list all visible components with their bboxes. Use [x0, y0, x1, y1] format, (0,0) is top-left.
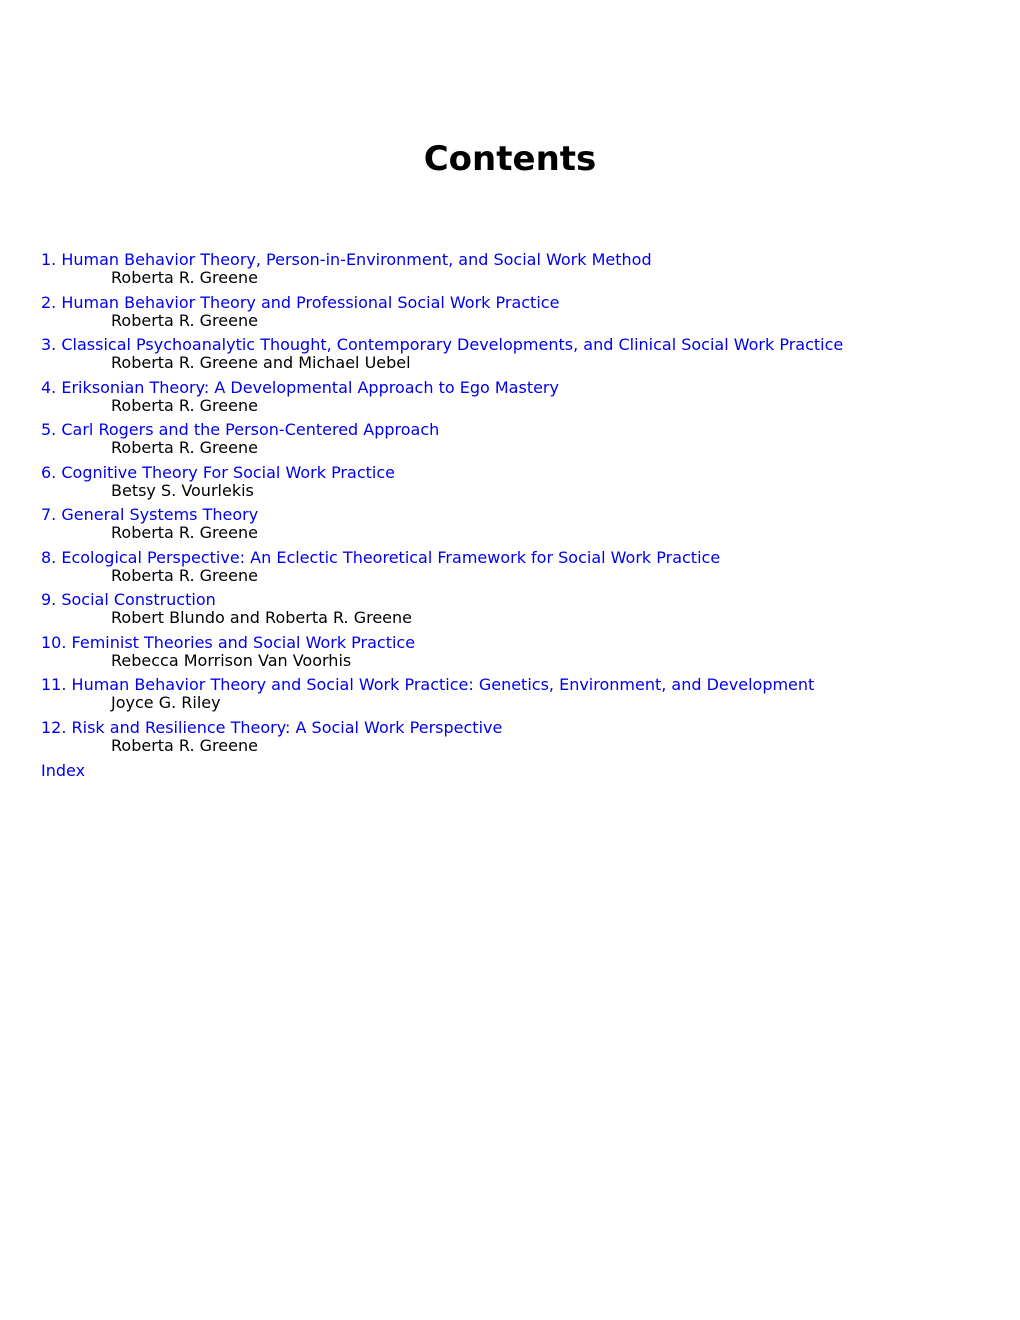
chapter-link[interactable]: 12. Risk and Resilience Theory: A Social Work Perspective: [41, 717, 503, 737]
chapter-author: Joyce G. Riley: [111, 693, 221, 712]
toc-entry: [41, 251, 1001, 294]
chapter-author: Roberta R. Greene: [111, 523, 258, 542]
toc-entry: [41, 506, 1001, 549]
toc-entry: [41, 719, 1001, 762]
toc-entry: [41, 421, 1001, 464]
toc-entry: [41, 549, 1001, 592]
chapter-author: Betsy S. Vourlekis: [111, 480, 254, 500]
chapter-link[interactable]: 6. Cognitive Theory For Social Work Practice: [41, 462, 395, 482]
chapter-author: Roberta R. Greene: [111, 310, 258, 330]
chapter-link[interactable]: 8. Ecological Perspective: An Eclectic Theoretical Framework for Social Work Practice: [41, 547, 721, 567]
chapter-author: Roberta R. Greene: [111, 395, 258, 415]
page-title: Contents: [423, 139, 597, 179]
chapter-link[interactable]: 1. Human Behavior Theory, Person-in-Environment, and Social Work Method: [41, 250, 652, 269]
chapter-link[interactable]: 11. Human Behavior Theory and Social Work Practice: Genetics, Environment, and Development: [41, 675, 815, 694]
chapter-link[interactable]: 5. Carl Rogers and the Person-Centered Approach: [41, 420, 440, 439]
toc-entry: [41, 676, 1001, 719]
chapter-author: Roberta R. Greene and Michael Uebel: [111, 353, 411, 372]
chapter-link[interactable]: 3. Classical Psychoanalytic Thought, Contemporary Developments, and Clinical Social Work Practice: [41, 335, 844, 354]
toc-entry: [41, 634, 1001, 677]
toc-entry: [41, 336, 1001, 379]
chapter-author: Roberta R. Greene: [111, 735, 258, 755]
toc-entry: [41, 464, 1001, 507]
chapter-author: Robert Blundo and Roberta R. Greene: [111, 608, 412, 627]
table-of-contents: [41, 251, 1001, 780]
chapter-author: Roberta R. Greene: [111, 565, 258, 585]
index-link[interactable]: Index: [41, 761, 86, 780]
chapter-link[interactable]: 7. General Systems Theory: [41, 505, 259, 524]
chapter-link[interactable]: 9. Social Construction: [41, 590, 216, 609]
toc-entry: [41, 591, 1001, 634]
chapter-link[interactable]: 4. Eriksonian Theory: A Developmental Approach to Ego Mastery: [41, 377, 559, 397]
chapter-author: Rebecca Morrison Van Voorhis: [111, 650, 352, 670]
chapter-link[interactable]: 2. Human Behavior Theory and Professional Social Work Practice: [41, 292, 560, 312]
chapter-author: Roberta R. Greene: [111, 438, 258, 457]
chapter-author: Roberta R. Greene: [111, 268, 258, 287]
toc-entry: [41, 379, 1001, 422]
chapter-link[interactable]: 10. Feminist Theories and Social Work Practice: [41, 632, 416, 652]
toc-entry: [41, 294, 1001, 337]
